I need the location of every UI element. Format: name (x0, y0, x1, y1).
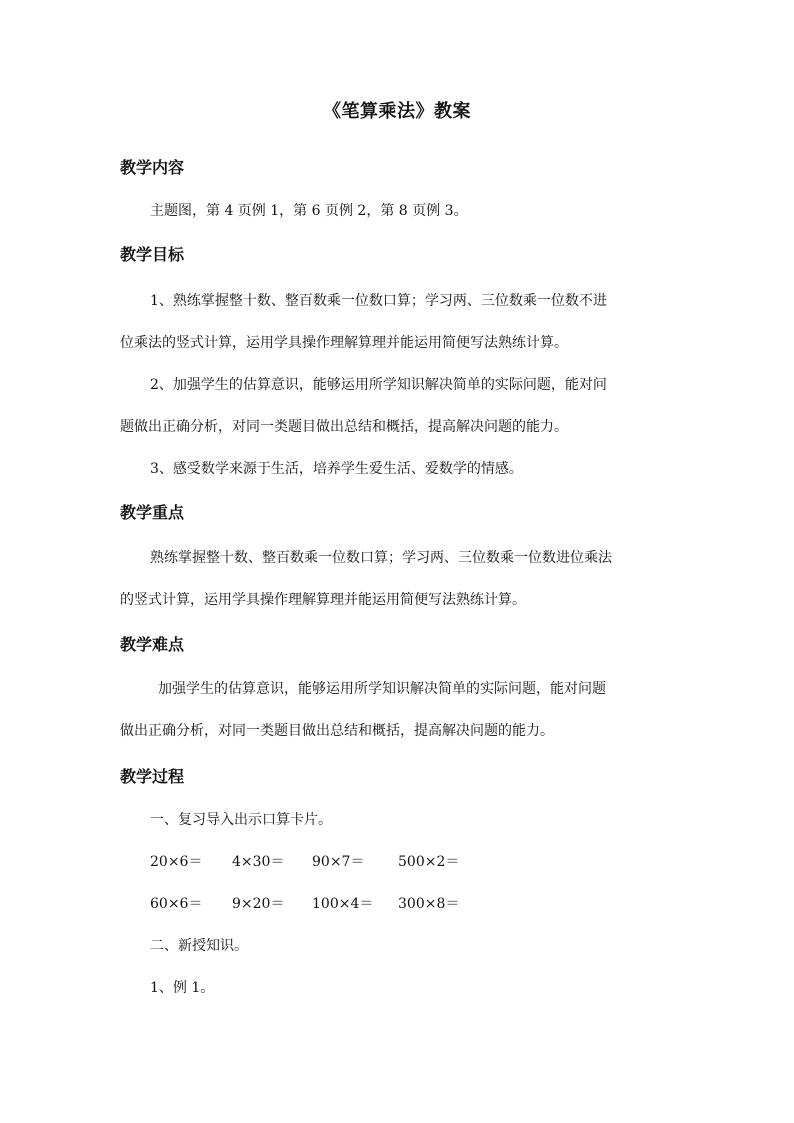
heading-teaching-content: 教学内容 (120, 158, 185, 177)
calc-card: 300×8＝ (398, 896, 460, 912)
heading-teaching-process: 教学过程 (120, 767, 185, 786)
process-example-1: 1、例 1。 (150, 980, 215, 996)
calc-card: 20×6＝ (150, 854, 203, 870)
document-title: 《笔算乘法》教案 (323, 101, 471, 122)
difficulties-line-2: 做出正确分析，对同一类题目做出总结和概括，提高解决问题的能力。 (120, 723, 554, 739)
calc-card: 4×30＝ (232, 854, 285, 870)
calc-card: 60×6＝ (150, 896, 203, 912)
teaching-content-text: 主题图，第 4 页例 1，第 6 页例 2，第 8 页例 3。 (150, 203, 468, 219)
goal-2-line-2: 题做出正确分析，对同一类题目做出总结和概括，提高解决问题的能力。 (120, 419, 568, 435)
process-step-2: 二、新授知识。 (150, 938, 248, 954)
process-step-1: 一、复习导入出示口算卡片。 (150, 812, 332, 828)
goal-1-line-1: 1、熟练掌握整十数、整百数乘一位数口算；学习两、三位数乘一位数不进 (150, 293, 607, 309)
difficulties-line-1: 加强学生的估算意识，能够运用所学知识解决简单的实际问题，能对问题 (158, 681, 606, 697)
goal-2-line-1: 2、加强学生的估算意识，能够运用所学知识解决简单的实际问题，能对问 (150, 377, 607, 393)
calc-card: 100×4＝ (312, 896, 374, 912)
heading-teaching-goals: 教学目标 (120, 245, 185, 264)
calc-card: 500×2＝ (398, 854, 460, 870)
heading-key-points: 教学重点 (120, 503, 185, 522)
key-points-line-1: 熟练掌握整十数、整百数乘一位数口算；学习两、三位数乘一位数进位乘法 (150, 550, 612, 566)
goal-1-line-2: 位乘法的竖式计算，运用学具操作理解算理并能运用简便写法熟练计算。 (120, 335, 568, 351)
calc-card: 90×7＝ (312, 854, 365, 870)
heading-difficulties: 教学难点 (120, 635, 185, 654)
calc-card: 9×20＝ (232, 896, 285, 912)
goal-3: 3、感受数学来源于生活，培养学生爱生活、爱数学的情感。 (150, 461, 523, 477)
key-points-line-2: 的竖式计算，运用学具操作理解算理并能运用简便写法熟练计算。 (120, 592, 526, 608)
